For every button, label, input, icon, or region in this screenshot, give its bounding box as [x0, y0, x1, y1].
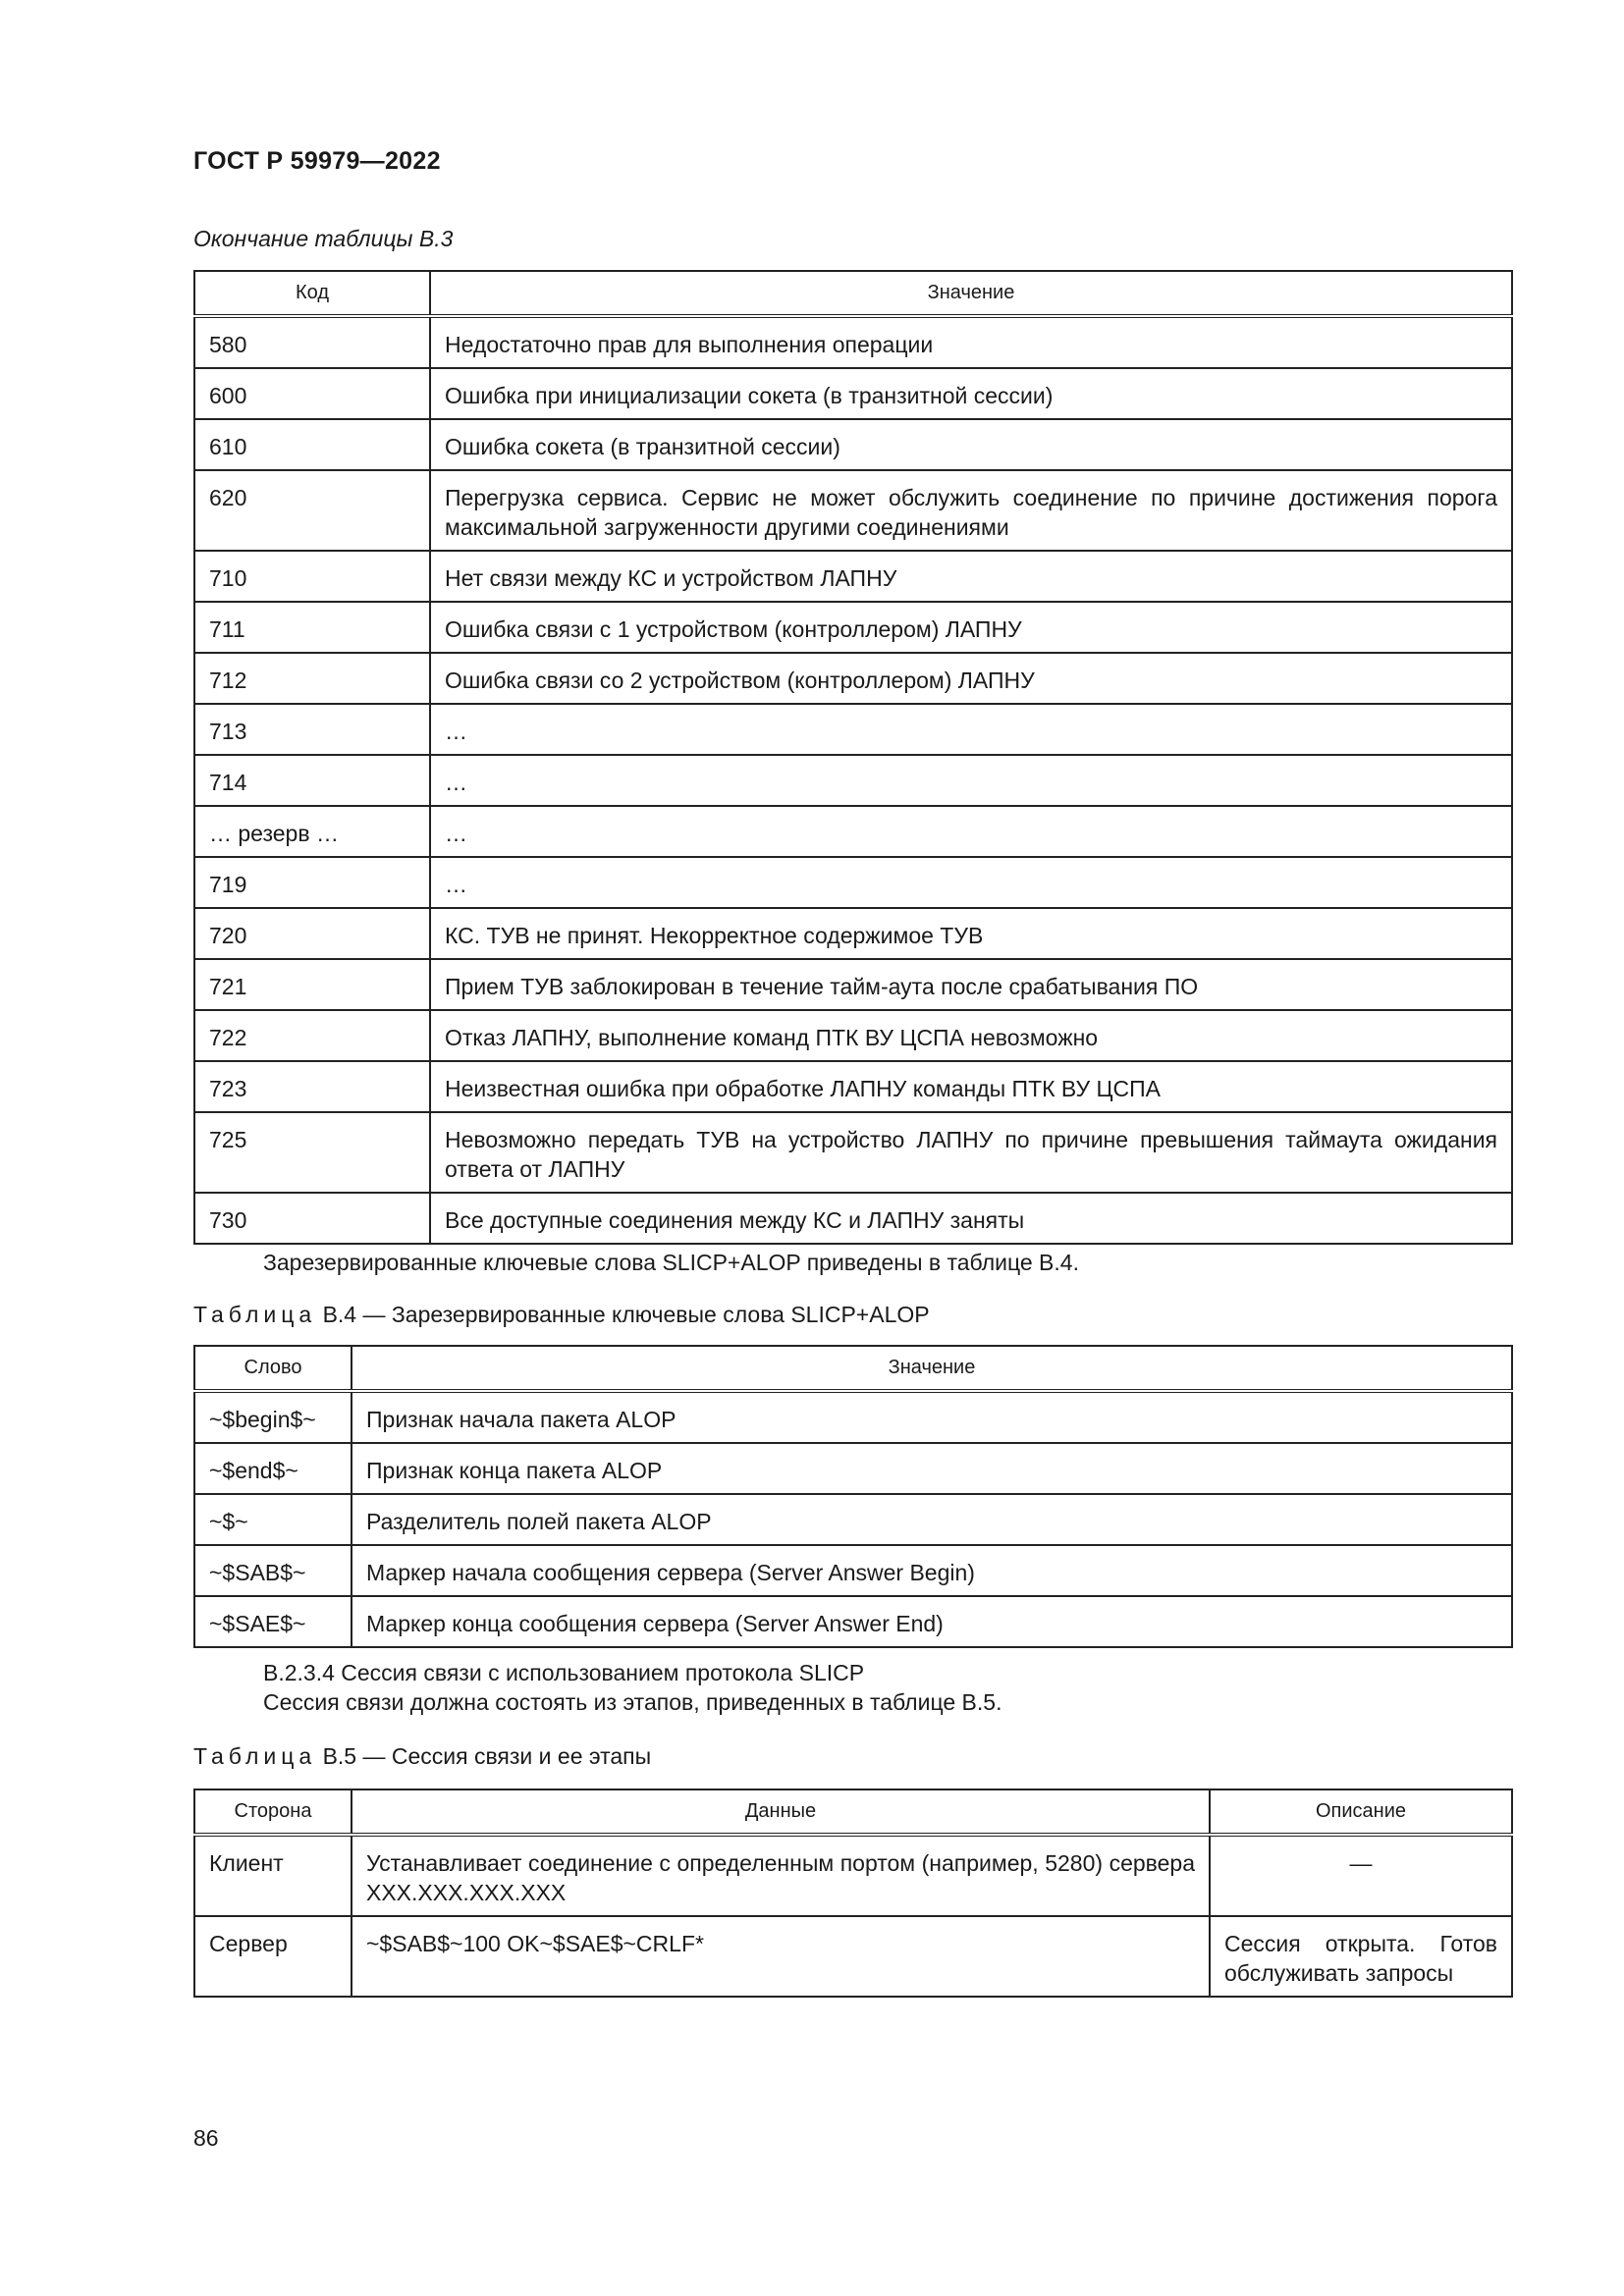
cell-desc: —	[1210, 1835, 1512, 1916]
cell-value: Отказ ЛАПНУ, выполнение команд ПТК ВУ ЦСПА невозможно	[430, 1010, 1512, 1061]
table-b5-body	[194, 1835, 1512, 1997]
table-row	[194, 1916, 1512, 1997]
cell-code: 712	[194, 653, 430, 704]
table-row	[194, 602, 1512, 653]
table-row	[194, 1391, 1512, 1443]
cell-value: Перегрузка сервиса. Сервис не может обслужить соединение по причине достижения порога максимальной загруженности другими соединениями	[430, 470, 1512, 551]
table-b4-caption-word: Таблица	[193, 1302, 317, 1327]
cell-value: Ошибка сокета (в транзитной сессии)	[430, 419, 1512, 470]
table-row	[194, 1494, 1512, 1545]
page-number: 86	[193, 2125, 219, 2151]
table-row	[194, 857, 1512, 908]
cell-code: 722	[194, 1010, 430, 1061]
cell-code: 620	[194, 470, 430, 551]
cell-desc: Сессия открыта. Готов обслуживать запросы	[1210, 1916, 1512, 1997]
cell-value: Маркер начала сообщения сервера (Server Answer Begin)	[352, 1545, 1512, 1596]
column-header-data: Данные	[352, 1789, 1210, 1835]
cell-side: Сервер	[194, 1916, 352, 1997]
cell-code: 719	[194, 857, 430, 908]
table-row	[194, 1112, 1512, 1193]
column-header-side: Сторона	[194, 1789, 352, 1835]
cell-value: Прием ТУВ заблокирован в течение тайм-аута после срабатывания ПО	[430, 959, 1512, 1010]
table-row	[194, 755, 1512, 806]
table-row	[194, 1193, 1512, 1244]
cell-word: ~$~	[194, 1494, 352, 1545]
cell-value: Признак начала пакета ALOP	[352, 1391, 1512, 1443]
cell-value: Ошибка при инициализации сокета (в транзитной сессии)	[430, 368, 1512, 419]
table-b3-body	[194, 316, 1512, 1244]
cell-data: Устанавливает соединение с определенным портом (например, 5280) сервера XXX.XXX.XXX.XXX	[352, 1835, 1210, 1916]
table-row	[194, 368, 1512, 419]
table-row	[194, 1545, 1512, 1596]
cell-word: ~$SAE$~	[194, 1596, 352, 1647]
section-text: Сессия связи должна состоять из этапов, приведенных в таблице В.5.	[263, 1689, 1002, 1715]
cell-code: 600	[194, 368, 430, 419]
table-row	[194, 1061, 1512, 1112]
section-heading: В.2.3.4 Сессия связи с использованием протокола SLICP	[263, 1660, 865, 1685]
table-row	[194, 908, 1512, 959]
table-b3-caption: Окончание таблицы В.3	[193, 226, 454, 251]
cell-value: Разделитель полей пакета ALOP	[352, 1494, 1512, 1545]
table-b5-caption	[193, 1743, 651, 1770]
table-row	[194, 1443, 1512, 1494]
table-b4-caption	[193, 1302, 930, 1328]
table-row	[194, 1596, 1512, 1647]
cell-value: …	[430, 857, 1512, 908]
table-b5-caption-word: Таблица	[193, 1743, 317, 1769]
cell-value: Ошибка связи со 2 устройством (контроллером) ЛАПНУ	[430, 653, 1512, 704]
table-b3	[193, 270, 1513, 1245]
cell-code: 730	[194, 1193, 430, 1244]
table-header-row	[194, 1789, 1512, 1835]
paragraph-b4-intro: Зарезервированные ключевые слова SLICP+ALOP приведены в таблице В.4.	[263, 1250, 1079, 1275]
cell-value: …	[430, 806, 1512, 857]
column-header-code: Код	[194, 271, 430, 316]
document-id: ГОСТ Р 59979—2022	[193, 147, 441, 175]
table-row	[194, 1835, 1512, 1916]
cell-code: 720	[194, 908, 430, 959]
cell-code: 723	[194, 1061, 430, 1112]
cell-code: 711	[194, 602, 430, 653]
cell-value: КС. ТУВ не принят. Некорректное содержимое ТУВ	[430, 908, 1512, 959]
cell-code: 580	[194, 316, 430, 368]
cell-side: Клиент	[194, 1835, 352, 1916]
table-row	[194, 316, 1512, 368]
cell-value: Недостаточно прав для выполнения операции	[430, 316, 1512, 368]
table-row	[194, 704, 1512, 755]
cell-code: 713	[194, 704, 430, 755]
table-row	[194, 653, 1512, 704]
table-b5	[193, 1789, 1513, 1998]
table-row	[194, 419, 1512, 470]
cell-code: 710	[194, 551, 430, 602]
cell-word: ~$begin$~	[194, 1391, 352, 1443]
table-header-row	[194, 271, 1512, 316]
cell-value: …	[430, 704, 1512, 755]
cell-word: ~$end$~	[194, 1443, 352, 1494]
cell-value: Маркер конца сообщения сервера (Server Answer End)	[352, 1596, 1512, 1647]
table-row	[194, 470, 1512, 551]
table-b4-body	[194, 1391, 1512, 1647]
cell-value: Нет связи между КС и устройством ЛАПНУ	[430, 551, 1512, 602]
cell-code: … резерв …	[194, 806, 430, 857]
column-header-value: Значение	[352, 1346, 1512, 1391]
cell-value: Все доступные соединения между КС и ЛАПНУ заняты	[430, 1193, 1512, 1244]
cell-value: Неизвестная ошибка при обработке ЛАПНУ команды ПТК ВУ ЦСПА	[430, 1061, 1512, 1112]
table-b5-caption-title: В.5 — Сессия связи и ее этапы	[322, 1743, 652, 1769]
cell-code: 714	[194, 755, 430, 806]
cell-code: 721	[194, 959, 430, 1010]
table-row	[194, 551, 1512, 602]
table-row	[194, 959, 1512, 1010]
table-header-row	[194, 1346, 1512, 1391]
cell-code: 610	[194, 419, 430, 470]
cell-value: Невозможно передать ТУВ на устройство ЛАПНУ по причине превышения таймаута ожидания ответа от ЛАПНУ	[430, 1112, 1512, 1193]
cell-word: ~$SAB$~	[194, 1545, 352, 1596]
column-header-word: Слово	[194, 1346, 352, 1391]
column-header-description: Описание	[1210, 1789, 1512, 1835]
table-b4	[193, 1345, 1513, 1648]
cell-value: Ошибка связи с 1 устройством (контроллером) ЛАПНУ	[430, 602, 1512, 653]
column-header-value: Значение	[430, 271, 1512, 316]
cell-value: …	[430, 755, 1512, 806]
table-b4-caption-title: В.4 — Зарезервированные ключевые слова SLICP+ALOP	[322, 1302, 930, 1327]
table-row	[194, 806, 1512, 857]
cell-data: ~$SAB$~100 OK~$SAE$~CRLF*	[352, 1916, 1210, 1997]
table-row	[194, 1010, 1512, 1061]
cell-value: Признак конца пакета ALOP	[352, 1443, 1512, 1494]
cell-code: 725	[194, 1112, 430, 1193]
